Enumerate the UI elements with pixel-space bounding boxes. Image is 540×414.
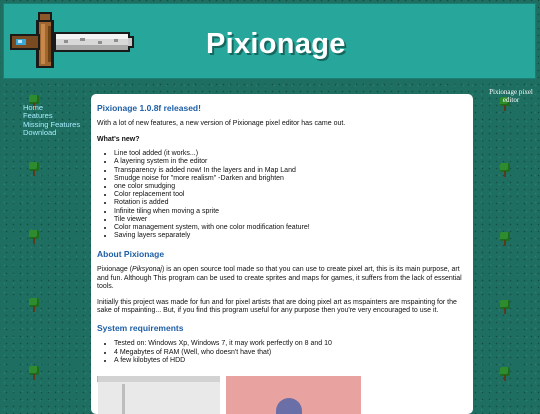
nav-link-home[interactable]: Home xyxy=(23,103,44,112)
about-paragraph-2: Initially this project was made for fun and for pixel artists that are doing pixel art as mspainters are mspainting for the sake of mspainting... But, if you find this program useful for any purpose then you're very encouraged to use it. xyxy=(97,299,457,315)
demo-screenshot-sprite xyxy=(226,376,361,414)
list-item: • Color replacement tool xyxy=(114,191,467,199)
list-item: • Transparency is added now! In the layers and in Map Land xyxy=(114,167,467,175)
nav-link-features[interactable]: Features xyxy=(23,111,53,121)
tree-icon xyxy=(29,162,39,176)
list-item: • A few kilobytes of HDD xyxy=(114,357,467,365)
tree-icon xyxy=(500,232,510,246)
about-paragraph-1: Pixionage (Piksyonaj) is an open source tool made so that you can use to create pixel art, this is its main purpose, art and fun. Although This program can be used to create sprites and maps for games, it suffers from the lack of essential tools. xyxy=(97,266,462,290)
main-content xyxy=(91,94,473,414)
sysreq-title: System requirements xyxy=(97,323,184,334)
release-title: Pixionage 1.0.8f released! xyxy=(97,103,201,113)
list-item: • Color management system, with one color modification feature! xyxy=(114,224,467,232)
release-intro: With a lot of new features, a new version of Pixionage pixel editor has came out. xyxy=(97,120,346,127)
demo-screenshot-editor xyxy=(98,376,220,414)
list-item: • Line tool added (it works...) xyxy=(114,150,467,158)
list-item: • Tile viewer xyxy=(114,216,467,224)
list-item: • A layering system in the editor xyxy=(114,158,467,166)
image-caption: Pixionage pixel editor xyxy=(489,88,533,104)
tree-icon xyxy=(500,163,510,177)
list-item: • Rotation is added xyxy=(114,199,467,207)
list-item: • Infinite tiling when moving a sprite xyxy=(114,208,467,216)
sidebar-nav xyxy=(23,104,80,138)
tree-icon xyxy=(500,367,510,381)
site-title: Pixionage xyxy=(206,28,346,60)
tree-icon xyxy=(500,300,510,314)
list-item: • Smudge noise for "more realism" -Darken and brighten xyxy=(114,175,467,183)
about-title: About Pixionage xyxy=(97,249,165,260)
list-item: • Saving layers separately xyxy=(114,232,467,240)
tree-icon xyxy=(29,230,39,244)
pronunciation: Piksyonaj xyxy=(132,266,162,274)
site-header xyxy=(3,3,536,79)
tree-icon xyxy=(29,298,39,312)
nav-link-download[interactable]: Download xyxy=(23,128,57,138)
nav-link-missing-features[interactable]: Missing Features xyxy=(23,119,81,129)
whats-new-heading: What's new? xyxy=(97,136,140,144)
pixel-sword-icon xyxy=(8,12,138,72)
tree-icon xyxy=(29,366,39,380)
whats-new-list xyxy=(97,150,467,240)
list-item: • Tested on: Windows Xp, Windows 7, it may work perfectly on 8 and 10 xyxy=(114,340,467,348)
list-item: • one color smudging xyxy=(114,183,467,191)
sysreq-list xyxy=(97,340,467,365)
list-item: • 4 Megabytes of RAM (Well, who doesn't have that) xyxy=(114,349,467,357)
